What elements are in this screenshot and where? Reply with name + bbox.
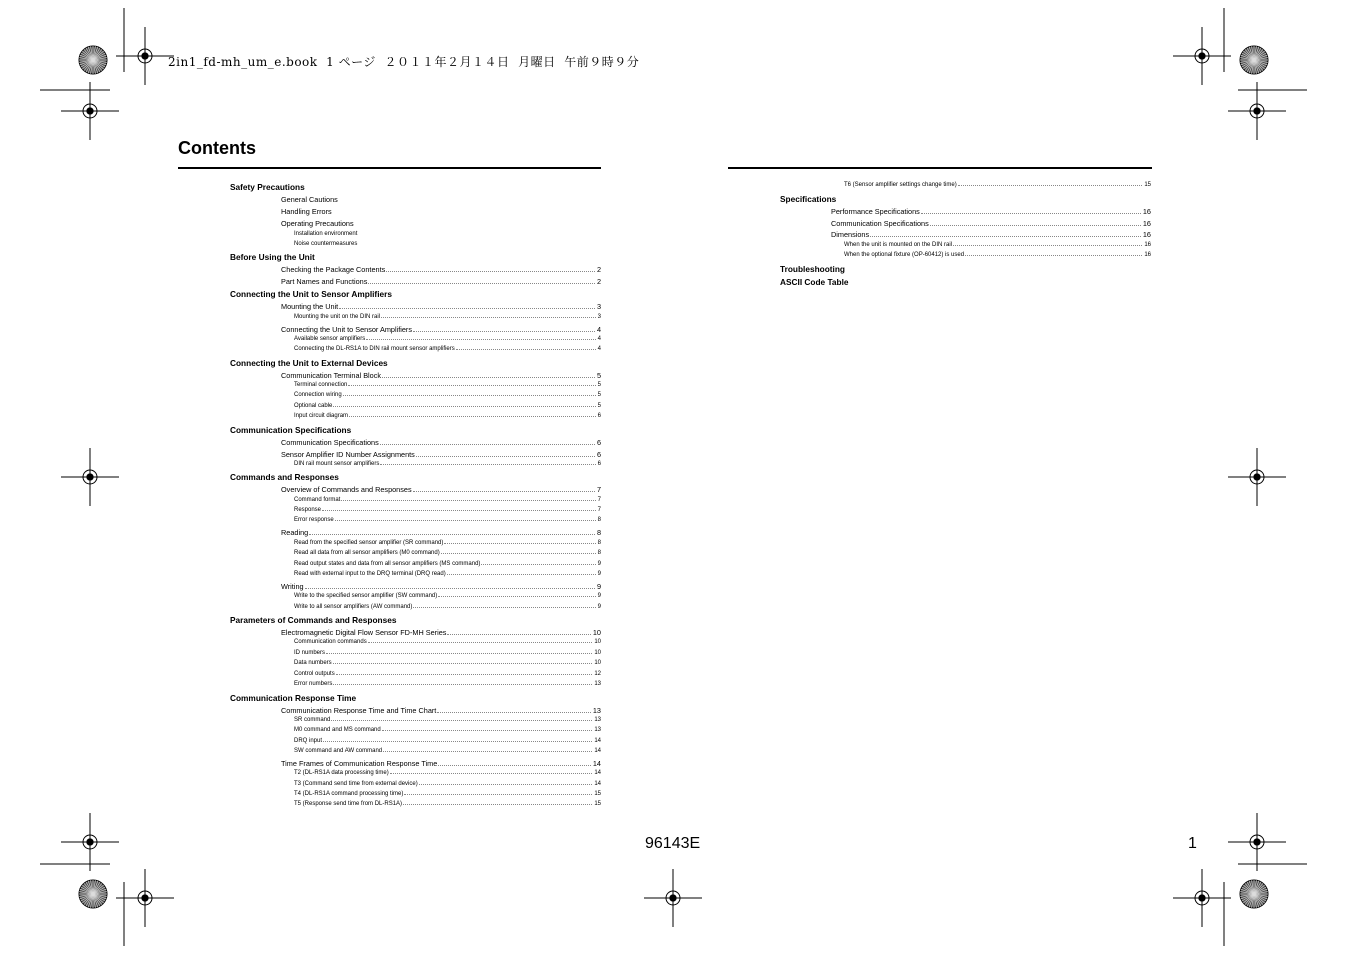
toc-entry-title: Available sensor amplifiers (294, 336, 366, 342)
toc-entry-title: T4 (DL-RS1A command processing time) (294, 791, 404, 797)
toc-dot-leader (413, 607, 595, 608)
toc-dot-leader (333, 684, 592, 685)
toc-entry-title: Read from the specified sensor amplifier (SR command) (294, 540, 444, 546)
toc-entry[interactable] (294, 660, 601, 666)
toc-entry-page: 12 (594, 671, 601, 677)
toc-entry[interactable] (281, 265, 601, 274)
toc-entry[interactable] (294, 550, 601, 556)
print-file-stamp: 2in1_fd-mh_um_e.book 1 ページ ２０１１年２月１４日 月曜日 午前９時９分 (168, 55, 640, 69)
toc-entry[interactable] (281, 371, 601, 380)
toc-dot-leader (383, 751, 592, 752)
toc-dot-leader (965, 255, 1142, 256)
toc-entry-title: Dimensions (831, 230, 870, 239)
toc-entry-page: 16 (1142, 219, 1151, 228)
toc-entry[interactable] (294, 791, 601, 797)
toc-entry-title: Response (294, 507, 322, 513)
toc-entry-title: Handling Errors (281, 207, 332, 216)
toc-entry-title: Communication Response Time and Time Chart (281, 706, 437, 715)
toc-entry-title: Communication Specifications (230, 425, 352, 435)
toc-entry-title: Noise countermeasures (294, 241, 358, 247)
toc-entry[interactable] (281, 325, 601, 334)
toc-entry[interactable] (780, 194, 836, 204)
toc-entry-title: Parameters of Commands and Responses (230, 615, 397, 625)
toc-dot-leader (413, 331, 595, 332)
toc-entry-title: Operating Precautions (281, 219, 354, 228)
toc-entry-page: 9 (597, 604, 601, 610)
toc-dot-leader (349, 416, 596, 417)
toc-entry[interactable] (230, 289, 392, 299)
toc-entry-title: Read all data from all sensor amplifiers (M0 command) (294, 550, 440, 556)
toc-entry-page: 3 (597, 314, 601, 320)
toc-entry[interactable] (831, 219, 1151, 228)
toc-entry[interactable] (281, 277, 601, 286)
toc-entry-page: 14 (594, 748, 601, 754)
toc-entry-title: Communication commands (294, 639, 367, 645)
toc-entry-title: ID numbers (294, 650, 326, 656)
toc-entry-title: General Cautions (281, 195, 338, 204)
toc-dot-leader (380, 464, 595, 465)
toc-entry[interactable] (294, 241, 357, 247)
toc-entry[interactable] (780, 277, 849, 287)
toc-entry-page: 10 (594, 639, 601, 645)
toc-dot-leader (953, 245, 1142, 246)
toc-dot-leader (382, 730, 593, 731)
toc-entry[interactable] (281, 207, 332, 216)
toc-entry[interactable] (831, 207, 1151, 216)
toc-entry-page: 15 (594, 801, 601, 807)
toc-dot-leader (382, 377, 595, 378)
toc-entry-title: ASCII Code Table (780, 277, 849, 287)
toc-entry-title: Error numbers (294, 681, 333, 687)
toc-entry-page: 8 (596, 528, 601, 537)
toc-entry[interactable] (230, 425, 351, 435)
toc-entry[interactable] (294, 507, 601, 513)
toc-entry-title: Electromagnetic Digital Flow Sensor FD-MH Series (281, 628, 447, 637)
toc-entry-page: 14 (594, 738, 601, 744)
toc-entry[interactable] (230, 358, 388, 368)
toc-dot-leader (336, 674, 593, 675)
toc-dot-leader (419, 784, 593, 785)
toc-entry[interactable] (294, 681, 601, 687)
toc-entry-page: 10 (594, 650, 601, 656)
toc-dot-leader (930, 225, 1141, 226)
toc-entry[interactable] (294, 717, 601, 723)
toc-entry-title: T6 (Sensor amplifier settings change time) (844, 182, 957, 188)
toc-entry-title: Writing (281, 582, 304, 591)
toc-entry-page: 2 (596, 265, 601, 274)
toc-entry-title: Communication Specifications (831, 219, 929, 228)
toc-entry-title: Checking the Package Contents (281, 265, 386, 274)
toc-entry[interactable] (294, 561, 601, 567)
toc-entry[interactable] (281, 528, 601, 537)
toc-entry-title: Before Using the Unit (230, 252, 315, 262)
toc-entry-title: Part Names and Functions (281, 277, 368, 286)
toc-entry-page: 3 (596, 302, 601, 311)
toc-entry[interactable] (294, 540, 601, 546)
toc-entry-title: T2 (DL-RS1A data processing time) (294, 770, 389, 776)
toc-dot-leader (343, 395, 596, 396)
toc-entry-title: Control outputs (294, 671, 335, 677)
toc-entry-title: Specifications (780, 194, 837, 204)
toc-dot-leader (366, 339, 595, 340)
toc-entry[interactable] (294, 781, 601, 787)
toc-entry[interactable] (281, 438, 601, 447)
toc-entry-page: 5 (597, 382, 601, 388)
toc-entry-title: Command format (294, 497, 341, 503)
toc-entry-title: Read output states and data from all sensor amplifiers (MS command) (294, 561, 481, 567)
toc-dot-leader (368, 283, 595, 284)
toc-entry-page: 5 (597, 392, 601, 398)
toc-entry[interactable] (281, 302, 601, 311)
toc-entry-title: Write to all sensor amplifiers (AW command) (294, 604, 413, 610)
toc-entry[interactable] (844, 182, 1151, 188)
toc-entry-page: 5 (597, 403, 601, 409)
toc-entry[interactable] (281, 582, 601, 591)
toc-entry-title: SW command and AW command (294, 748, 383, 754)
toc-dot-leader (326, 653, 592, 654)
toc-dot-leader (333, 663, 593, 664)
toc-entry[interactable] (230, 693, 356, 703)
toc-entry[interactable] (294, 571, 601, 577)
toc-entry[interactable] (281, 485, 601, 494)
toc-entry-title: Error response (294, 517, 334, 523)
toc-entry-title: Optional cable (294, 403, 333, 409)
toc-entry[interactable] (294, 336, 601, 342)
toc-entry-title: When the optional fixture (OP-60412) is used (844, 252, 965, 258)
toc-entry-page: 6 (596, 450, 601, 459)
toc-entry[interactable] (281, 450, 601, 459)
toc-entry[interactable] (230, 615, 396, 625)
toc-dot-leader (403, 804, 592, 805)
toc-dot-leader (438, 765, 591, 766)
toc-entry-title: Connecting the DL-RS1A to DIN rail mount sensor amplifiers (294, 346, 455, 352)
toc-entry[interactable] (230, 252, 315, 262)
toc-entry-page: 6 (597, 413, 601, 419)
toc-entry-page: 9 (596, 582, 601, 591)
toc-entry-title: Performance Specifications (831, 207, 920, 216)
toc-entry[interactable] (294, 604, 601, 610)
toc-entry-page: 8 (597, 517, 601, 523)
toc-entry-title: Connecting the Unit to Sensor Amplifiers (230, 289, 392, 299)
toc-dot-leader (390, 773, 593, 774)
toc-entry-page: 7 (597, 497, 601, 503)
toc-dot-leader (305, 588, 595, 589)
toc-dot-leader (481, 564, 595, 565)
toc-entry-page: 14 (594, 781, 601, 787)
toc-entry[interactable] (831, 230, 1151, 239)
toc-entry[interactable] (294, 346, 601, 352)
toc-dot-leader (381, 317, 596, 318)
toc-entry-page: 4 (597, 336, 601, 342)
toc-entry-page: 16 (1144, 242, 1151, 248)
toc-entry-title: M0 command and MS command (294, 727, 381, 733)
toc-entry-title: Reading (281, 528, 309, 537)
toc-dot-leader (447, 574, 596, 575)
toc-dot-leader (444, 543, 595, 544)
toc-entry-page: 4 (596, 325, 601, 334)
toc-entry[interactable] (281, 628, 601, 637)
toc-dot-leader (322, 510, 596, 511)
toc-entry[interactable] (294, 403, 601, 409)
toc-dot-leader (416, 456, 595, 457)
toc-dot-leader (447, 634, 590, 635)
title-rule-right (728, 167, 1152, 169)
toc-entry[interactable] (230, 472, 339, 482)
toc-entry-page: 13 (592, 706, 601, 715)
toc-entry-title: T3 (Command send time from external device) (294, 781, 418, 787)
toc-entry-page: 10 (594, 660, 601, 666)
toc-dot-leader (333, 406, 595, 407)
toc-entry-page: 14 (594, 770, 601, 776)
toc-entry[interactable] (294, 770, 601, 776)
toc-entry[interactable] (294, 801, 601, 807)
toc-entry-title: Communication Specifications (281, 438, 379, 447)
page-title: Contents (178, 138, 256, 158)
toc-dot-leader (323, 741, 592, 742)
toc-entry-page: 16 (1144, 252, 1151, 258)
toc-entry-page: 7 (597, 507, 601, 513)
toc-entry-page: 15 (1144, 182, 1151, 188)
toc-dot-leader (339, 308, 595, 309)
toc-entry-title: T5 (Response send time from DL-RS1A) (294, 801, 403, 807)
toc-entry-title: Read with external input to the DRQ terminal (DRQ read) (294, 571, 446, 577)
toc-entry-title: Terminal connection (294, 382, 348, 388)
toc-entry-page: 13 (594, 681, 601, 687)
toc-entry-title: DRQ input (294, 738, 323, 744)
toc-entry-title: Mounting the Unit (281, 302, 339, 311)
toc-entry-page: 6 (597, 461, 601, 467)
toc-entry[interactable] (294, 413, 601, 419)
toc-entry[interactable] (294, 497, 601, 503)
toc-entry-title: Troubleshooting (780, 264, 845, 274)
toc-entry[interactable] (294, 727, 601, 733)
toc-entry[interactable] (294, 748, 601, 754)
toc-entry-page: 9 (597, 561, 601, 567)
toc-entry[interactable] (294, 382, 601, 388)
toc-dot-leader (341, 500, 595, 501)
toc-dot-leader (413, 491, 595, 492)
toc-dot-leader (456, 349, 596, 350)
toc-entry-title: DIN rail mount sensor amplifiers (294, 461, 380, 467)
toc-entry[interactable] (294, 517, 601, 523)
toc-entry-page: 16 (1142, 230, 1151, 239)
toc-entry-title: Communication Terminal Block (281, 371, 382, 380)
toc-entry-page: 13 (594, 727, 601, 733)
toc-entry-title: Commands and Responses (230, 472, 339, 482)
toc-dot-leader (331, 720, 592, 721)
toc-entry[interactable] (844, 242, 1151, 248)
toc-entry[interactable] (294, 392, 601, 398)
toc-entry[interactable] (844, 252, 1151, 258)
toc-entry[interactable] (281, 219, 354, 228)
toc-dot-leader (348, 385, 595, 386)
toc-entry-title: SR command (294, 717, 331, 723)
toc-entry[interactable] (281, 759, 601, 768)
toc-dot-leader (870, 236, 1141, 237)
toc-dot-leader (437, 712, 591, 713)
toc-dot-leader (380, 444, 595, 445)
toc-entry-title: Mounting the unit on the DIN rail (294, 314, 381, 320)
toc-entry[interactable] (294, 671, 601, 677)
document-code: 96143E (645, 835, 701, 852)
toc-entry-page: 8 (597, 540, 601, 546)
toc-dot-leader (404, 794, 592, 795)
toc-entry-title: Data numbers (294, 660, 332, 666)
toc-entry[interactable] (230, 182, 305, 192)
toc-entry-page: 15 (594, 791, 601, 797)
toc-dot-leader (309, 534, 595, 535)
toc-entry[interactable] (294, 461, 601, 467)
toc-entry-page: 14 (592, 759, 601, 768)
toc-entry[interactable] (294, 650, 601, 656)
toc-entry-title: Connecting the Unit to External Devices (230, 358, 388, 368)
toc-entry[interactable] (294, 738, 601, 744)
toc-entry-page: 10 (592, 628, 601, 637)
toc-entry-title: Overview of Commands and Responses (281, 485, 412, 494)
toc-entry-title: Time Frames of Communication Response Time (281, 759, 438, 768)
toc-entry-page: 13 (594, 717, 601, 723)
toc-entry[interactable] (294, 639, 601, 645)
toc-entry-title: Safety Precautions (230, 182, 305, 192)
toc-entry-title: Connecting the Unit to Sensor Amplifiers (281, 325, 413, 334)
toc-entry-title: Write to the specified sensor amplifier (SW command) (294, 593, 438, 599)
toc-dot-leader (438, 596, 595, 597)
toc-entry-page: 9 (597, 571, 601, 577)
toc-dot-leader (441, 553, 596, 554)
toc-entry[interactable] (281, 706, 601, 715)
toc-dot-leader (368, 642, 593, 643)
page-number: 1 (1188, 835, 1197, 852)
toc-entry-page: 8 (597, 550, 601, 556)
toc-dot-leader (386, 271, 595, 272)
toc-entry-page: 16 (1142, 207, 1151, 216)
toc-entry-title: Sensor Amplifier ID Number Assignments (281, 450, 415, 459)
toc-dot-leader (921, 213, 1141, 214)
toc-entry-page: 7 (596, 485, 601, 494)
toc-dot-leader (958, 185, 1143, 186)
toc-entry-page: 4 (597, 346, 601, 352)
toc-entry-title: Installation environment (294, 231, 358, 237)
toc-entry[interactable] (294, 314, 601, 320)
toc-entry[interactable] (294, 593, 601, 599)
toc-entry[interactable] (780, 264, 845, 274)
toc-entry[interactable] (281, 195, 338, 204)
toc-entry-page: 2 (596, 277, 601, 286)
toc-entry-page: 6 (596, 438, 601, 447)
toc-entry-title: Communication Response Time (230, 693, 357, 703)
toc-entry-title: Input circuit diagram (294, 413, 349, 419)
title-rule-left (178, 167, 601, 169)
toc-entry-title: When the unit is mounted on the DIN rail (844, 242, 953, 248)
toc-entry-page: 9 (597, 593, 601, 599)
toc-dot-leader (335, 520, 596, 521)
toc-entry-title: Connection wiring (294, 392, 342, 398)
toc-entry-page: 5 (596, 371, 601, 380)
toc-entry[interactable] (294, 231, 357, 237)
